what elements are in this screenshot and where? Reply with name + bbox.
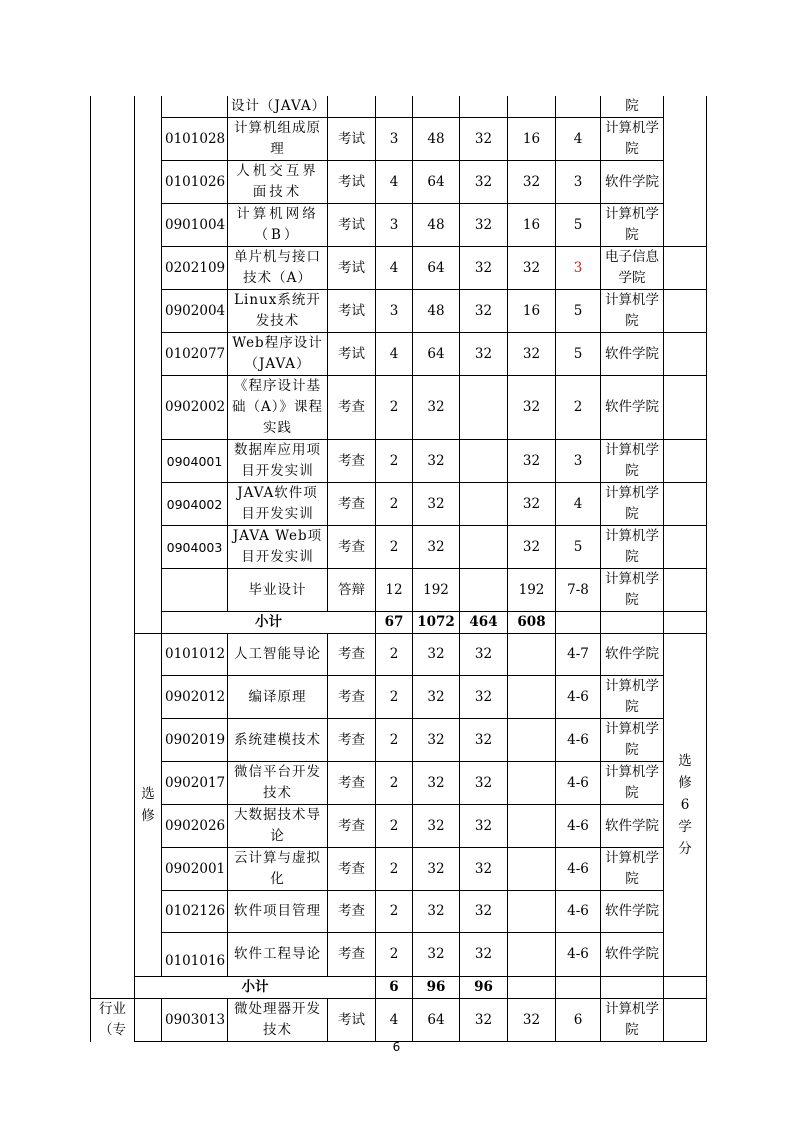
lab-hours: 32 xyxy=(508,161,556,204)
lab-hours xyxy=(508,719,556,762)
total-hours: 32 xyxy=(413,376,460,440)
lecture-hours xyxy=(460,440,508,483)
lecture-hours: 32 xyxy=(460,719,508,762)
department: 计算机学院 xyxy=(601,762,664,805)
lecture-hours: 32 xyxy=(460,118,508,161)
table-row xyxy=(91,848,707,891)
department: 计算机学院 xyxy=(601,118,664,161)
lecture-hours: 32 xyxy=(460,676,508,719)
semester: 4-6 xyxy=(556,762,601,805)
table-row xyxy=(91,483,707,526)
subtotal-hours: 96 xyxy=(413,977,460,999)
credits: 2 xyxy=(376,848,413,891)
total-hours: 64 xyxy=(413,333,460,376)
credits: 4 xyxy=(376,999,413,1042)
semester: 4-6 xyxy=(556,848,601,891)
assessment: 答辩 xyxy=(328,569,376,612)
table-row xyxy=(91,933,707,977)
semester: 4 xyxy=(556,483,601,526)
table-row xyxy=(91,204,707,247)
semester: 7-8 xyxy=(556,569,601,612)
assessment: 考查 xyxy=(328,526,376,569)
lecture-hours: 32 xyxy=(460,634,508,676)
course-name: 人机交互界面技术 xyxy=(228,161,328,204)
subcategory-cell xyxy=(135,96,162,118)
credits: 2 xyxy=(376,634,413,676)
lab-hours xyxy=(508,805,556,848)
note-cell xyxy=(664,96,707,118)
department: 软件学院 xyxy=(601,805,664,848)
total-hours xyxy=(413,96,460,118)
course-code: 0904003 xyxy=(162,526,228,569)
lab-hours xyxy=(508,891,556,933)
course-code: 0902002 xyxy=(162,376,228,440)
total-hours: 32 xyxy=(413,805,460,848)
assessment: 考试 xyxy=(328,161,376,204)
lecture-hours: 32 xyxy=(460,247,508,290)
credits: 2 xyxy=(376,440,413,483)
semester-highlighted: 3 xyxy=(556,247,601,290)
lecture-hours xyxy=(460,526,508,569)
semester: 5 xyxy=(556,333,601,376)
lab-hours: 32 xyxy=(508,999,556,1042)
semester: 4 xyxy=(556,118,601,161)
table-row xyxy=(91,569,707,612)
department: 软件学院 xyxy=(601,161,664,204)
semester: 6 xyxy=(556,999,601,1042)
semester: 3 xyxy=(556,440,601,483)
course-name: 软件项目管理 xyxy=(228,891,328,933)
lab-hours: 32 xyxy=(508,526,556,569)
department: 电子信息学院 xyxy=(601,247,664,290)
subtotal-credits: 6 xyxy=(376,977,413,999)
course-name: 编译原理 xyxy=(228,676,328,719)
department: 计算机学院 xyxy=(601,526,664,569)
total-hours: 64 xyxy=(413,161,460,204)
subtotal-label: 小计 xyxy=(162,612,376,634)
category-cell xyxy=(91,96,135,118)
lab-hours: 32 xyxy=(508,440,556,483)
credits: 2 xyxy=(376,805,413,848)
semester: 4-6 xyxy=(556,891,601,933)
semester: 4-6 xyxy=(556,719,601,762)
department: 计算机学院 xyxy=(601,999,664,1042)
credits: 3 xyxy=(376,204,413,247)
subtotal-row xyxy=(91,612,707,634)
course-name: 云计算与虚拟化 xyxy=(228,848,328,891)
elective-category-text: 选修 xyxy=(141,786,155,824)
course-name: 计算机网络（B） xyxy=(228,204,328,247)
course-code: 0901004 xyxy=(162,204,228,247)
industry-category-text: 行业（专 xyxy=(99,1001,126,1038)
department: 软件学院 xyxy=(601,333,664,376)
lab-hours xyxy=(508,762,556,805)
course-code: 0902026 xyxy=(162,805,228,848)
department: 计算机学院 xyxy=(601,848,664,891)
lab-hours: 32 xyxy=(508,483,556,526)
course-name: Web程序设计（JAVA） xyxy=(228,333,328,376)
credits: 2 xyxy=(376,376,413,440)
lab-hours: 16 xyxy=(508,290,556,333)
lab-hours xyxy=(508,96,556,118)
table-row xyxy=(91,376,707,440)
table-row xyxy=(91,634,707,676)
lecture-hours xyxy=(460,96,508,118)
course-code: 0903013 xyxy=(162,999,228,1042)
credits: 2 xyxy=(376,762,413,805)
lecture-hours: 32 xyxy=(460,999,508,1042)
lecture-hours xyxy=(460,569,508,612)
assessment: 考试 xyxy=(328,333,376,376)
assessment: 考试 xyxy=(328,204,376,247)
assessment: 考查 xyxy=(328,376,376,440)
subtotal-label: 小计 xyxy=(135,977,376,999)
credits: 4 xyxy=(376,161,413,204)
lecture-hours: 32 xyxy=(460,204,508,247)
total-hours: 32 xyxy=(413,933,460,977)
lab-hours xyxy=(508,676,556,719)
course-code xyxy=(162,569,228,612)
lecture-hours xyxy=(460,483,508,526)
semester: 5 xyxy=(556,526,601,569)
course-code: 0102126 xyxy=(162,891,228,933)
lecture-hours: 32 xyxy=(460,891,508,933)
table-row xyxy=(91,161,707,204)
table-row xyxy=(91,247,707,290)
course-name: 毕业设计 xyxy=(228,569,328,612)
table-row xyxy=(91,805,707,848)
total-hours: 32 xyxy=(413,440,460,483)
assessment: 考试 xyxy=(328,999,376,1042)
assessment: 考查 xyxy=(328,933,376,977)
course-code xyxy=(162,96,228,118)
course-code: 0202109 xyxy=(162,247,228,290)
credits: 4 xyxy=(376,333,413,376)
total-hours: 32 xyxy=(413,526,460,569)
table-row xyxy=(91,290,707,333)
total-hours: 32 xyxy=(413,634,460,676)
course-name: 系统建模技术 xyxy=(228,719,328,762)
course-code: 0101026 xyxy=(162,161,228,204)
assessment xyxy=(328,96,376,118)
lecture-hours: 32 xyxy=(460,805,508,848)
total-hours: 32 xyxy=(413,891,460,933)
department: 计算机学院 xyxy=(601,483,664,526)
semester: 5 xyxy=(556,204,601,247)
course-code: 0902001 xyxy=(162,848,228,891)
subtotal-row xyxy=(91,977,707,999)
course-name: 数据库应用项目开发实训 xyxy=(228,440,328,483)
table-row xyxy=(91,118,707,161)
course-name: 单片机与接口技术（A） xyxy=(228,247,328,290)
semester: 4-6 xyxy=(556,805,601,848)
course-code: 0902017 xyxy=(162,762,228,805)
lab-hours: 32 xyxy=(508,247,556,290)
semester: 4-7 xyxy=(556,634,601,676)
department: 软件学院 xyxy=(601,634,664,676)
department: 软件学院 xyxy=(601,376,664,440)
total-hours: 48 xyxy=(413,118,460,161)
department: 计算机学院 xyxy=(601,569,664,612)
assessment: 考试 xyxy=(328,290,376,333)
credits: 2 xyxy=(376,891,413,933)
assessment: 考查 xyxy=(328,891,376,933)
course-code: 0101028 xyxy=(162,118,228,161)
credits xyxy=(376,96,413,118)
table-row xyxy=(91,719,707,762)
total-hours: 32 xyxy=(413,762,460,805)
department: 计算机学院 xyxy=(601,676,664,719)
department: 计算机学院 xyxy=(601,719,664,762)
total-hours: 32 xyxy=(413,848,460,891)
lecture-hours xyxy=(460,376,508,440)
semester: 4-6 xyxy=(556,933,601,977)
credits: 3 xyxy=(376,118,413,161)
lab-hours: 192 xyxy=(508,569,556,612)
course-name: Linux系统开发技术 xyxy=(228,290,328,333)
assessment: 考查 xyxy=(328,440,376,483)
subtotal-lecture: 96 xyxy=(460,977,508,999)
course-name: 微处理器开发技术 xyxy=(228,999,328,1042)
course-name: 软件工程导论 xyxy=(228,933,328,977)
lab-hours: 16 xyxy=(508,204,556,247)
course-code: 0902019 xyxy=(162,719,228,762)
table-row xyxy=(91,440,707,483)
course-name: JAVA软件项目开发实训 xyxy=(228,483,328,526)
total-hours: 32 xyxy=(413,719,460,762)
credits: 4 xyxy=(376,247,413,290)
course-code: 0904002 xyxy=(162,483,228,526)
department: 计算机学院 xyxy=(601,290,664,333)
semester: 4-6 xyxy=(556,676,601,719)
credits: 2 xyxy=(376,526,413,569)
total-hours: 48 xyxy=(413,204,460,247)
course-name: 设计（JAVA） xyxy=(228,96,328,118)
assessment: 考查 xyxy=(328,719,376,762)
table-row xyxy=(91,762,707,805)
assessment: 考查 xyxy=(328,848,376,891)
total-hours: 64 xyxy=(413,999,460,1042)
semester: 3 xyxy=(556,161,601,204)
table-row xyxy=(91,333,707,376)
table-row xyxy=(91,526,707,569)
course-code: 0902004 xyxy=(162,290,228,333)
course-name: 微信平台开发技术 xyxy=(228,762,328,805)
credits: 2 xyxy=(376,719,413,762)
course-name: 人工智能导论 xyxy=(228,634,328,676)
credits: 2 xyxy=(376,483,413,526)
subtotal-lab: 608 xyxy=(508,612,556,634)
table-row xyxy=(91,676,707,719)
total-hours: 32 xyxy=(413,483,460,526)
credits: 12 xyxy=(376,569,413,612)
department: 计算机学院 xyxy=(601,204,664,247)
lab-hours: 16 xyxy=(508,118,556,161)
page-number: 6 xyxy=(392,1040,401,1054)
course-code: 0101016 xyxy=(162,933,228,977)
course-code: 0102077 xyxy=(162,333,228,376)
curriculum-table xyxy=(90,96,707,1042)
table-row xyxy=(91,96,707,118)
elective-category-label xyxy=(135,634,162,977)
lecture-hours: 32 xyxy=(460,333,508,376)
assessment: 考查 xyxy=(328,676,376,719)
lab-hours: 32 xyxy=(508,376,556,440)
lab-hours: 32 xyxy=(508,333,556,376)
course-code: 0101012 xyxy=(162,634,228,676)
semester: 2 xyxy=(556,376,601,440)
lecture-hours: 32 xyxy=(460,762,508,805)
total-hours: 64 xyxy=(413,247,460,290)
elective-note xyxy=(664,634,707,977)
lecture-hours: 32 xyxy=(460,161,508,204)
lecture-hours: 32 xyxy=(460,933,508,977)
table-row xyxy=(91,999,707,1042)
assessment: 考试 xyxy=(328,247,376,290)
subtotal-credits: 67 xyxy=(376,612,413,634)
lab-hours xyxy=(508,848,556,891)
credits: 3 xyxy=(376,290,413,333)
department: 计算机学院 xyxy=(601,440,664,483)
total-hours: 32 xyxy=(413,676,460,719)
assessment: 考查 xyxy=(328,483,376,526)
semester: 5 xyxy=(556,290,601,333)
department: 软件学院 xyxy=(601,933,664,977)
course-name: 计算机组成原理 xyxy=(228,118,328,161)
credits: 2 xyxy=(376,676,413,719)
assessment: 考试 xyxy=(328,118,376,161)
course-name: 《程序设计基础（A）》课程实践 xyxy=(228,376,328,440)
total-hours: 48 xyxy=(413,290,460,333)
total-hours: 192 xyxy=(413,569,460,612)
course-name: JAVA Web项目开发实训 xyxy=(228,526,328,569)
course-name: 大数据技术导论 xyxy=(228,805,328,848)
department: 院 xyxy=(601,96,664,118)
assessment: 考查 xyxy=(328,634,376,676)
credits: 2 xyxy=(376,933,413,977)
lecture-hours: 32 xyxy=(460,290,508,333)
lecture-hours: 32 xyxy=(460,848,508,891)
semester xyxy=(556,96,601,118)
assessment: 考查 xyxy=(328,762,376,805)
lab-hours xyxy=(508,634,556,676)
course-code: 0902012 xyxy=(162,676,228,719)
elective-note-text: 选修6学分 xyxy=(678,753,692,857)
table-row xyxy=(91,891,707,933)
lab-hours xyxy=(508,933,556,977)
subtotal-hours: 1072 xyxy=(413,612,460,634)
subtotal-lecture: 464 xyxy=(460,612,508,634)
industry-category-label xyxy=(91,999,135,1042)
department: 软件学院 xyxy=(601,891,664,933)
course-code: 0904001 xyxy=(162,440,228,483)
assessment: 考查 xyxy=(328,805,376,848)
